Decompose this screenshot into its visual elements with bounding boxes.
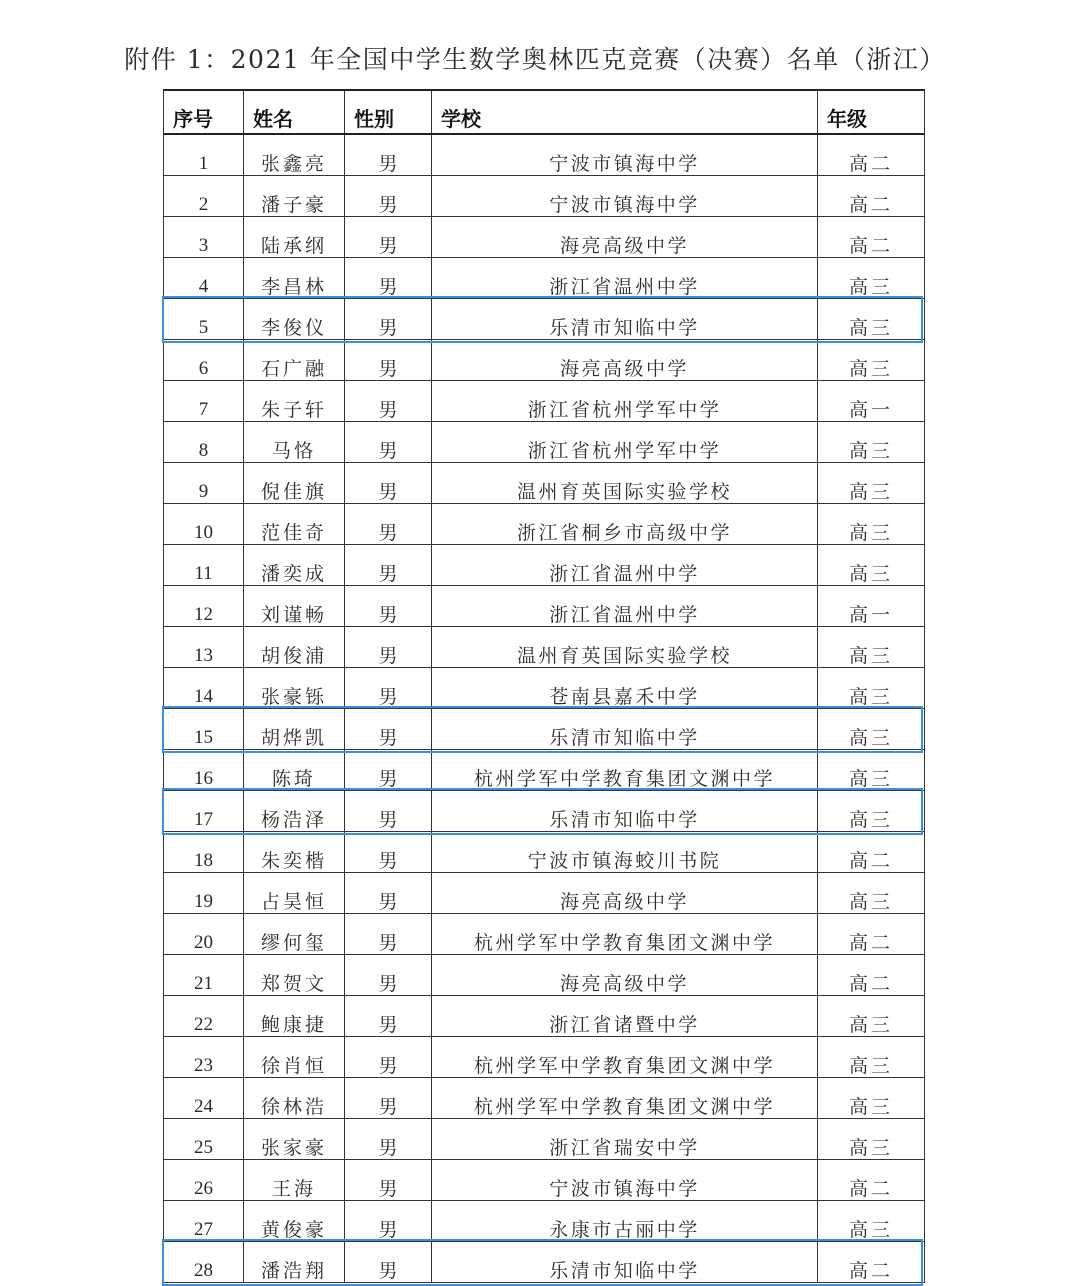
cell-school: 乐清市知临中学 xyxy=(432,299,818,340)
cell-gender: 男 xyxy=(345,217,432,258)
cell-school: 杭州学军中学教育集团文渊中学 xyxy=(432,914,818,955)
cell-index: 22 xyxy=(164,996,244,1037)
table-row xyxy=(164,1078,925,1119)
cell-school: 浙江省温州中学 xyxy=(432,586,818,627)
table-row xyxy=(164,176,925,217)
table-row xyxy=(164,504,925,545)
table-row xyxy=(164,258,925,299)
table-row xyxy=(164,1119,925,1160)
cell-index: 5 xyxy=(164,299,244,340)
cell-index: 16 xyxy=(164,750,244,791)
cell-grade: 高二 xyxy=(818,914,925,955)
cell-name: 杨浩泽 xyxy=(244,791,345,832)
header-school: 学校 xyxy=(432,90,818,134)
cell-index: 2 xyxy=(164,176,244,217)
cell-name: 朱奕楷 xyxy=(244,832,345,873)
cell-name: 鲍康捷 xyxy=(244,996,345,1037)
cell-gender: 男 xyxy=(345,545,432,586)
cell-name: 刘谨畅 xyxy=(244,586,345,627)
cell-name: 徐肖恒 xyxy=(244,1037,345,1078)
cell-name: 李昌林 xyxy=(244,258,345,299)
cell-index: 26 xyxy=(164,1160,244,1201)
header-name: 姓名 xyxy=(244,90,345,134)
cell-gender: 男 xyxy=(345,1078,432,1119)
cell-grade: 高三 xyxy=(818,873,925,914)
cell-name: 李俊仪 xyxy=(244,299,345,340)
cell-gender: 男 xyxy=(345,258,432,299)
cell-name: 占昊恒 xyxy=(244,873,345,914)
cell-school: 宁波市镇海中学 xyxy=(432,134,818,176)
cell-gender: 男 xyxy=(345,873,432,914)
cell-gender: 男 xyxy=(345,586,432,627)
table-row xyxy=(164,586,925,627)
cell-school: 宁波市镇海中学 xyxy=(432,176,818,217)
cell-gender: 男 xyxy=(345,996,432,1037)
cell-school: 海亮高级中学 xyxy=(432,217,818,258)
cell-gender: 男 xyxy=(345,463,432,504)
cell-school: 宁波市镇海蛟川书院 xyxy=(432,832,818,873)
cell-school: 杭州学军中学教育集团文渊中学 xyxy=(432,1037,818,1078)
cell-name: 朱子轩 xyxy=(244,381,345,422)
cell-name: 石广融 xyxy=(244,340,345,381)
cell-name: 潘子豪 xyxy=(244,176,345,217)
table-row xyxy=(164,750,925,791)
table-row xyxy=(164,340,925,381)
cell-index: 19 xyxy=(164,873,244,914)
cell-index: 27 xyxy=(164,1201,244,1242)
table-row xyxy=(164,873,925,914)
cell-gender: 男 xyxy=(345,299,432,340)
cell-gender: 男 xyxy=(345,134,432,176)
cell-name: 马恪 xyxy=(244,422,345,463)
cell-grade: 高二 xyxy=(818,1160,925,1201)
cell-grade: 高三 xyxy=(818,791,925,832)
cell-school: 杭州学军中学教育集团文渊中学 xyxy=(432,750,818,791)
header-index: 序号 xyxy=(164,90,244,134)
cell-school: 苍南县嘉禾中学 xyxy=(432,668,818,709)
table-row xyxy=(164,1160,925,1201)
cell-index: 14 xyxy=(164,668,244,709)
cell-gender: 男 xyxy=(345,422,432,463)
cell-school: 浙江省瑞安中学 xyxy=(432,1119,818,1160)
cell-grade: 高三 xyxy=(818,258,925,299)
table-row xyxy=(164,791,925,832)
table-row xyxy=(164,463,925,504)
cell-grade: 高三 xyxy=(818,1201,925,1242)
header-gender: 性别 xyxy=(345,90,432,134)
cell-grade: 高三 xyxy=(818,668,925,709)
cell-name: 潘奕成 xyxy=(244,545,345,586)
table-row xyxy=(164,381,925,422)
cell-school: 浙江省温州中学 xyxy=(432,258,818,299)
table-row xyxy=(164,1201,925,1242)
cell-school: 海亮高级中学 xyxy=(432,873,818,914)
cell-school: 海亮高级中学 xyxy=(432,340,818,381)
cell-name: 张鑫亮 xyxy=(244,134,345,176)
cell-grade: 高三 xyxy=(818,463,925,504)
table-row xyxy=(164,955,925,996)
cell-school: 宁波市镇海中学 xyxy=(432,1160,818,1201)
table-row xyxy=(164,1242,925,1283)
cell-school: 乐清市知临中学 xyxy=(432,709,818,750)
table-row xyxy=(164,422,925,463)
cell-name: 潘浩翔 xyxy=(244,1242,345,1283)
table-row xyxy=(164,627,925,668)
table-row xyxy=(164,996,925,1037)
cell-grade: 高二 xyxy=(818,134,925,176)
cell-name: 陆承纲 xyxy=(244,217,345,258)
cell-grade: 高一 xyxy=(818,586,925,627)
cell-index: 10 xyxy=(164,504,244,545)
table-row xyxy=(164,299,925,340)
cell-index: 6 xyxy=(164,340,244,381)
cell-index: 28 xyxy=(164,1242,244,1283)
cell-grade: 高三 xyxy=(818,1119,925,1160)
cell-index: 20 xyxy=(164,914,244,955)
cell-name: 缪何玺 xyxy=(244,914,345,955)
cell-grade: 高三 xyxy=(818,750,925,791)
cell-school: 浙江省杭州学军中学 xyxy=(432,422,818,463)
cell-index: 12 xyxy=(164,586,244,627)
cell-grade: 高一 xyxy=(818,381,925,422)
cell-index: 13 xyxy=(164,627,244,668)
cell-name: 倪佳旗 xyxy=(244,463,345,504)
cell-grade: 高二 xyxy=(818,217,925,258)
cell-name: 范佳奇 xyxy=(244,504,345,545)
cell-index: 18 xyxy=(164,832,244,873)
table-row xyxy=(164,217,925,258)
cell-gender: 男 xyxy=(345,1160,432,1201)
cell-school: 浙江省温州中学 xyxy=(432,545,818,586)
cell-name: 陈琦 xyxy=(244,750,345,791)
cell-gender: 男 xyxy=(345,668,432,709)
cell-gender: 男 xyxy=(345,832,432,873)
cell-school: 浙江省诸暨中学 xyxy=(432,996,818,1037)
cell-gender: 男 xyxy=(345,914,432,955)
table-row xyxy=(164,709,925,750)
cell-grade: 高二 xyxy=(818,832,925,873)
header-grade: 年级 xyxy=(818,90,925,134)
cell-gender: 男 xyxy=(345,791,432,832)
cell-grade: 高三 xyxy=(818,340,925,381)
cell-name: 郑贺文 xyxy=(244,955,345,996)
cell-school: 乐清市知临中学 xyxy=(432,791,818,832)
cell-gender: 男 xyxy=(345,176,432,217)
cell-index: 25 xyxy=(164,1119,244,1160)
cell-name: 胡俊浦 xyxy=(244,627,345,668)
cell-gender: 男 xyxy=(345,627,432,668)
cell-name: 徐林浩 xyxy=(244,1078,345,1119)
cell-index: 17 xyxy=(164,791,244,832)
cell-gender: 男 xyxy=(345,750,432,791)
cell-grade: 高三 xyxy=(818,299,925,340)
cell-school: 乐清市知临中学 xyxy=(432,1242,818,1283)
cell-grade: 高二 xyxy=(818,176,925,217)
cell-index: 11 xyxy=(164,545,244,586)
table-row xyxy=(164,1037,925,1078)
cell-index: 24 xyxy=(164,1078,244,1119)
document-title: 附件 1：2021 年全国中学生数学奥林匹克竞赛（决赛）名单（浙江） xyxy=(124,45,946,74)
cell-index: 7 xyxy=(164,381,244,422)
cell-grade: 高三 xyxy=(818,996,925,1037)
cell-gender: 男 xyxy=(345,1119,432,1160)
cell-index: 3 xyxy=(164,217,244,258)
cell-school: 温州育英国际实验学校 xyxy=(432,627,818,668)
table-row xyxy=(164,914,925,955)
cell-grade: 高三 xyxy=(818,545,925,586)
cell-grade: 高二 xyxy=(818,1242,925,1283)
cell-index: 9 xyxy=(164,463,244,504)
cell-index: 4 xyxy=(164,258,244,299)
cell-grade: 高三 xyxy=(818,422,925,463)
table-row xyxy=(164,134,925,176)
cell-gender: 男 xyxy=(345,1242,432,1283)
cell-gender: 男 xyxy=(345,381,432,422)
cell-school: 永康市古丽中学 xyxy=(432,1201,818,1242)
cell-name: 黄俊豪 xyxy=(244,1201,345,1242)
cell-gender: 男 xyxy=(345,504,432,545)
cell-grade: 高三 xyxy=(818,1037,925,1078)
cell-gender: 男 xyxy=(345,1201,432,1242)
cell-name: 王海 xyxy=(244,1160,345,1201)
cell-index: 23 xyxy=(164,1037,244,1078)
table-row xyxy=(164,545,925,586)
cell-grade: 高三 xyxy=(818,709,925,750)
cell-gender: 男 xyxy=(345,955,432,996)
cell-gender: 男 xyxy=(345,340,432,381)
table-row xyxy=(164,832,925,873)
cell-grade: 高二 xyxy=(818,955,925,996)
cell-school: 温州育英国际实验学校 xyxy=(432,463,818,504)
cell-index: 21 xyxy=(164,955,244,996)
cell-grade: 高三 xyxy=(818,504,925,545)
cell-index: 1 xyxy=(164,134,244,176)
contestant-table xyxy=(163,89,925,1283)
table-row xyxy=(164,668,925,709)
cell-school: 杭州学军中学教育集团文渊中学 xyxy=(432,1078,818,1119)
cell-name: 张豪铄 xyxy=(244,668,345,709)
cell-school: 浙江省杭州学军中学 xyxy=(432,381,818,422)
cell-name: 张家豪 xyxy=(244,1119,345,1160)
cell-gender: 男 xyxy=(345,1037,432,1078)
cell-index: 15 xyxy=(164,709,244,750)
table-header-row xyxy=(164,90,925,134)
cell-gender: 男 xyxy=(345,709,432,750)
cell-index: 8 xyxy=(164,422,244,463)
cell-name: 胡烨凯 xyxy=(244,709,345,750)
cell-grade: 高三 xyxy=(818,1078,925,1119)
cell-school: 浙江省桐乡市高级中学 xyxy=(432,504,818,545)
cell-grade: 高三 xyxy=(818,627,925,668)
cell-school: 海亮高级中学 xyxy=(432,955,818,996)
